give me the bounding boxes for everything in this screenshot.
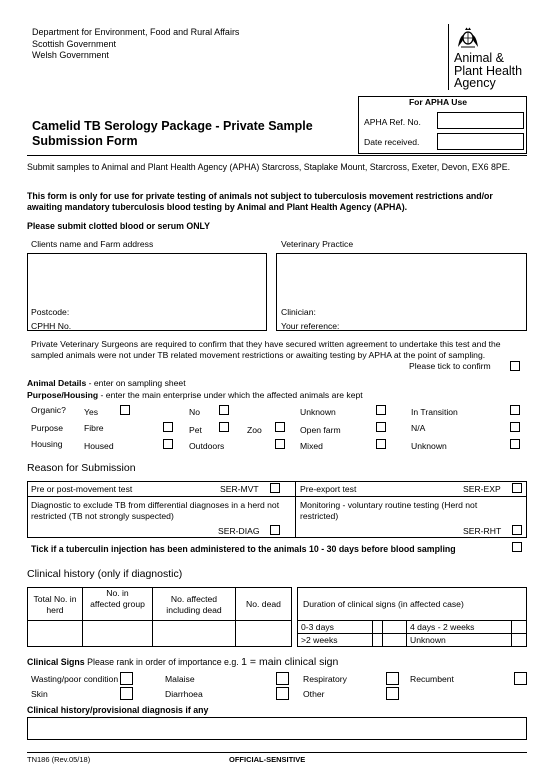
client-address-field[interactable] xyxy=(27,253,267,331)
agency-name-line-2: Plant Health xyxy=(454,63,523,78)
ser-rht-code: SER-RHT xyxy=(463,526,502,536)
purpose-pet-checkbox[interactable] xyxy=(219,422,229,432)
sign-wasting-label: Wasting/poor condition xyxy=(31,674,119,684)
departments xyxy=(32,27,239,62)
duration-row-divider xyxy=(297,633,527,634)
pre-export-label: Pre-export test xyxy=(300,484,357,494)
sign-diarrhoea-checkbox[interactable] xyxy=(276,687,289,700)
purpose-zoo-checkbox[interactable] xyxy=(275,422,285,432)
clinical-signs-heading xyxy=(27,656,338,668)
date-received-field[interactable] xyxy=(437,133,524,150)
tuberculin-label: Tick if a tuberculin injection has been administered to the animals 10 - 30 days before blood sampling xyxy=(31,544,456,554)
tuberculin-checkbox[interactable] xyxy=(512,542,522,552)
duration-unknown-checkbox[interactable] xyxy=(512,634,526,646)
ser-mvt-checkbox[interactable] xyxy=(270,483,280,493)
reason-heading: Reason for Submission xyxy=(27,462,136,474)
clotted-blood-notice: Please submit clotted blood or serum ONLY xyxy=(27,221,210,231)
housing-mixed-label: Mixed xyxy=(300,441,323,451)
ser-exp-code: SER-EXP xyxy=(463,484,501,494)
housing-housed-checkbox[interactable] xyxy=(163,439,173,449)
animal-details-heading xyxy=(27,379,186,389)
monitoring-label: Monitoring - voluntary routine testing (Herd not restricted) xyxy=(300,500,478,521)
agency-name xyxy=(454,52,522,90)
duration-col-divider-1 xyxy=(372,620,373,647)
confirm-checkbox[interactable] xyxy=(510,361,520,371)
duration-unknown-label: Unknown xyxy=(410,635,446,645)
total-in-herd-header: Total No. in herd xyxy=(33,594,77,615)
agency-name-line-1: Animal & xyxy=(454,51,505,65)
vet-practice-heading: Veterinary Practice xyxy=(281,239,354,249)
affected-group-header: No. in affected group xyxy=(90,588,145,609)
royal-crest-icon xyxy=(456,26,480,50)
clinician-label: Clinician: xyxy=(281,307,316,317)
purpose-housing-heading xyxy=(27,391,363,401)
clinical-signs-example: 1 = main clinical sign xyxy=(241,656,339,668)
purpose-open-farm-checkbox[interactable] xyxy=(376,422,386,432)
sign-respiratory-label: Respiratory xyxy=(303,674,347,684)
title-divider xyxy=(27,155,527,156)
clinical-history-heading: Clinical history (only if diagnostic) xyxy=(27,568,183,580)
reason-divider-vertical xyxy=(295,481,296,538)
duration-over-2-weeks-label: >2 weeks xyxy=(301,635,338,645)
duration-4-days-2-weeks-checkbox[interactable] xyxy=(512,621,526,633)
your-reference-label: Your reference: xyxy=(281,321,340,331)
clinical-signs-note: Please rank in order of importance e.g. xyxy=(84,657,242,667)
ser-mvt-code: SER-MVT xyxy=(220,484,259,494)
ser-rht-checkbox[interactable] xyxy=(512,525,522,535)
ser-diag-code: SER-DIAG xyxy=(218,526,260,536)
apha-ref-field[interactable] xyxy=(437,112,524,129)
sign-respiratory-checkbox[interactable] xyxy=(386,672,399,685)
sign-skin-checkbox[interactable] xyxy=(120,687,133,700)
submit-address-text: Submit samples to Animal and Plant Health Agency (APHA) Starcross, Staplake Mount, Starcross, Exeter, Devon, EX6 8PE. xyxy=(27,162,511,172)
affected-group-field[interactable] xyxy=(83,621,152,646)
form-title-line-1: Camelid TB Serology Package - Private Sample xyxy=(32,119,313,133)
housing-housed-label: Housed xyxy=(84,441,114,451)
no-dead-field[interactable] xyxy=(236,621,291,646)
duration-col-divider-3 xyxy=(406,620,407,647)
ser-exp-checkbox[interactable] xyxy=(512,483,522,493)
sign-diarrhoea-label: Diarrhoea xyxy=(165,689,203,699)
department-defra: Department for Environment, Food and Rural Affairs xyxy=(32,27,240,37)
diagnostic-label: Diagnostic to exclude TB from differential diagnoses in a herd not restricted (TB not strongly suspected) xyxy=(31,500,280,521)
provisional-diagnosis-heading: Clinical history/provisional diagnosis if any xyxy=(27,705,209,715)
housing-unknown-checkbox[interactable] xyxy=(510,439,520,449)
organic-no-label: No xyxy=(189,407,200,417)
client-heading: Clients name and Farm address xyxy=(31,239,154,249)
logo-rule xyxy=(448,24,449,90)
sign-skin-label: Skin xyxy=(31,689,48,699)
department-scotland: Scottish Government xyxy=(32,38,117,49)
provisional-diagnosis-field[interactable] xyxy=(27,717,527,740)
affected-including-dead-field[interactable] xyxy=(153,621,235,646)
sign-malaise-checkbox[interactable] xyxy=(276,672,289,685)
date-received-label: Date received. xyxy=(364,137,420,147)
animal-details-title: Animal Details xyxy=(27,378,87,388)
purpose-open-farm-label: Open farm xyxy=(300,425,341,435)
organic-label: Organic? xyxy=(31,405,66,415)
no-dead-header: No. dead xyxy=(246,599,281,609)
housing-label: Housing xyxy=(31,439,63,449)
cph-label: CPHH No. xyxy=(31,321,72,331)
form-title xyxy=(32,119,313,149)
total-in-herd-field[interactable] xyxy=(28,621,82,646)
organic-yes-checkbox[interactable] xyxy=(120,405,130,415)
housing-mixed-checkbox[interactable] xyxy=(376,439,386,449)
classification-label: OFFICIAL-SENSITIVE xyxy=(229,755,306,764)
department-wales: Welsh Government xyxy=(32,50,109,60)
apha-use-heading: For APHA Use xyxy=(408,97,468,107)
organic-in-transition-checkbox[interactable] xyxy=(510,405,520,415)
confirm-text: Private Veterinary Surgeons are required to confirm that they have secured written agreement to undertake this test and the sampled animals were not under TB related movement restrictions or awaiting testing by APHA at the point of sampling. xyxy=(31,339,501,361)
purpose-na-label: N/A xyxy=(411,423,426,433)
purpose-fibre-label: Fibre xyxy=(84,423,104,433)
purpose-na-checkbox[interactable] xyxy=(510,422,520,432)
purpose-pet-label: Pet xyxy=(189,425,202,435)
organic-in-transition-label: In Transition xyxy=(411,407,458,417)
sign-wasting-checkbox[interactable] xyxy=(120,672,133,685)
duration-heading: Duration of clinical signs (in affected case) xyxy=(303,599,464,609)
ser-diag-checkbox[interactable] xyxy=(270,525,280,535)
animal-details-note: - enter on sampling sheet xyxy=(86,378,186,388)
housing-outdoors-label: Outdoors xyxy=(189,441,225,451)
housing-outdoors-checkbox[interactable] xyxy=(275,439,285,449)
reason-divider-horizontal xyxy=(27,496,527,497)
sign-recumbent-checkbox[interactable] xyxy=(514,672,527,685)
housing-unknown-label: Unknown xyxy=(411,441,447,451)
form-code: TN186 (Rev.05/18) xyxy=(27,755,91,764)
duration-header-divider xyxy=(297,620,527,621)
sign-other-checkbox[interactable] xyxy=(386,687,399,700)
purpose-housing-note: - enter the main enterprise under which the affected animals are kept xyxy=(98,390,363,400)
pre-post-movement-label: Pre or post-movement test xyxy=(31,484,133,494)
apha-ref-label: APHA Ref. No. xyxy=(364,117,421,127)
confirm-tick-label: Please tick to confirm xyxy=(409,361,491,371)
vet-practice-field[interactable] xyxy=(276,253,527,331)
agency-name-line-3: Agency xyxy=(454,76,496,90)
purpose-label: Purpose xyxy=(31,423,64,433)
purpose-fibre-checkbox[interactable] xyxy=(163,422,173,432)
duration-4-days-2-weeks-label: 4 days - 2 weeks xyxy=(410,622,475,632)
organic-unknown-label: Unknown xyxy=(300,407,336,417)
duration-over-2-weeks-checkbox[interactable] xyxy=(383,634,405,646)
clinical-signs-title: Clinical Signs xyxy=(27,657,85,667)
organic-yes-label: Yes xyxy=(84,407,99,417)
purpose-housing-title: Purpose/Housing xyxy=(27,390,99,400)
affected-including-dead-header: No. affected including dead xyxy=(166,594,222,615)
form-title-line-2: Submission Form xyxy=(32,134,138,148)
organic-no-checkbox[interactable] xyxy=(219,405,229,415)
duration-0-3-days-checkbox[interactable] xyxy=(383,621,405,633)
duration-0-3-days-label: 0-3 days xyxy=(301,622,334,632)
organic-unknown-checkbox[interactable] xyxy=(376,405,386,415)
private-testing-notice: This form is only for use for private testing of animals not subject to tuberculosis movement restrictions and/or awaiting mandatory tuberculosis blood testing by Animal and Plant Health Agency (APHA). xyxy=(27,191,493,212)
sign-other-label: Other xyxy=(303,689,325,699)
sign-recumbent-label: Recumbent xyxy=(410,674,454,684)
purpose-zoo-label: Zoo xyxy=(247,425,262,435)
postcode-label: Postcode: xyxy=(31,307,70,317)
sign-malaise-label: Malaise xyxy=(165,674,195,684)
footer-rule xyxy=(27,752,527,753)
